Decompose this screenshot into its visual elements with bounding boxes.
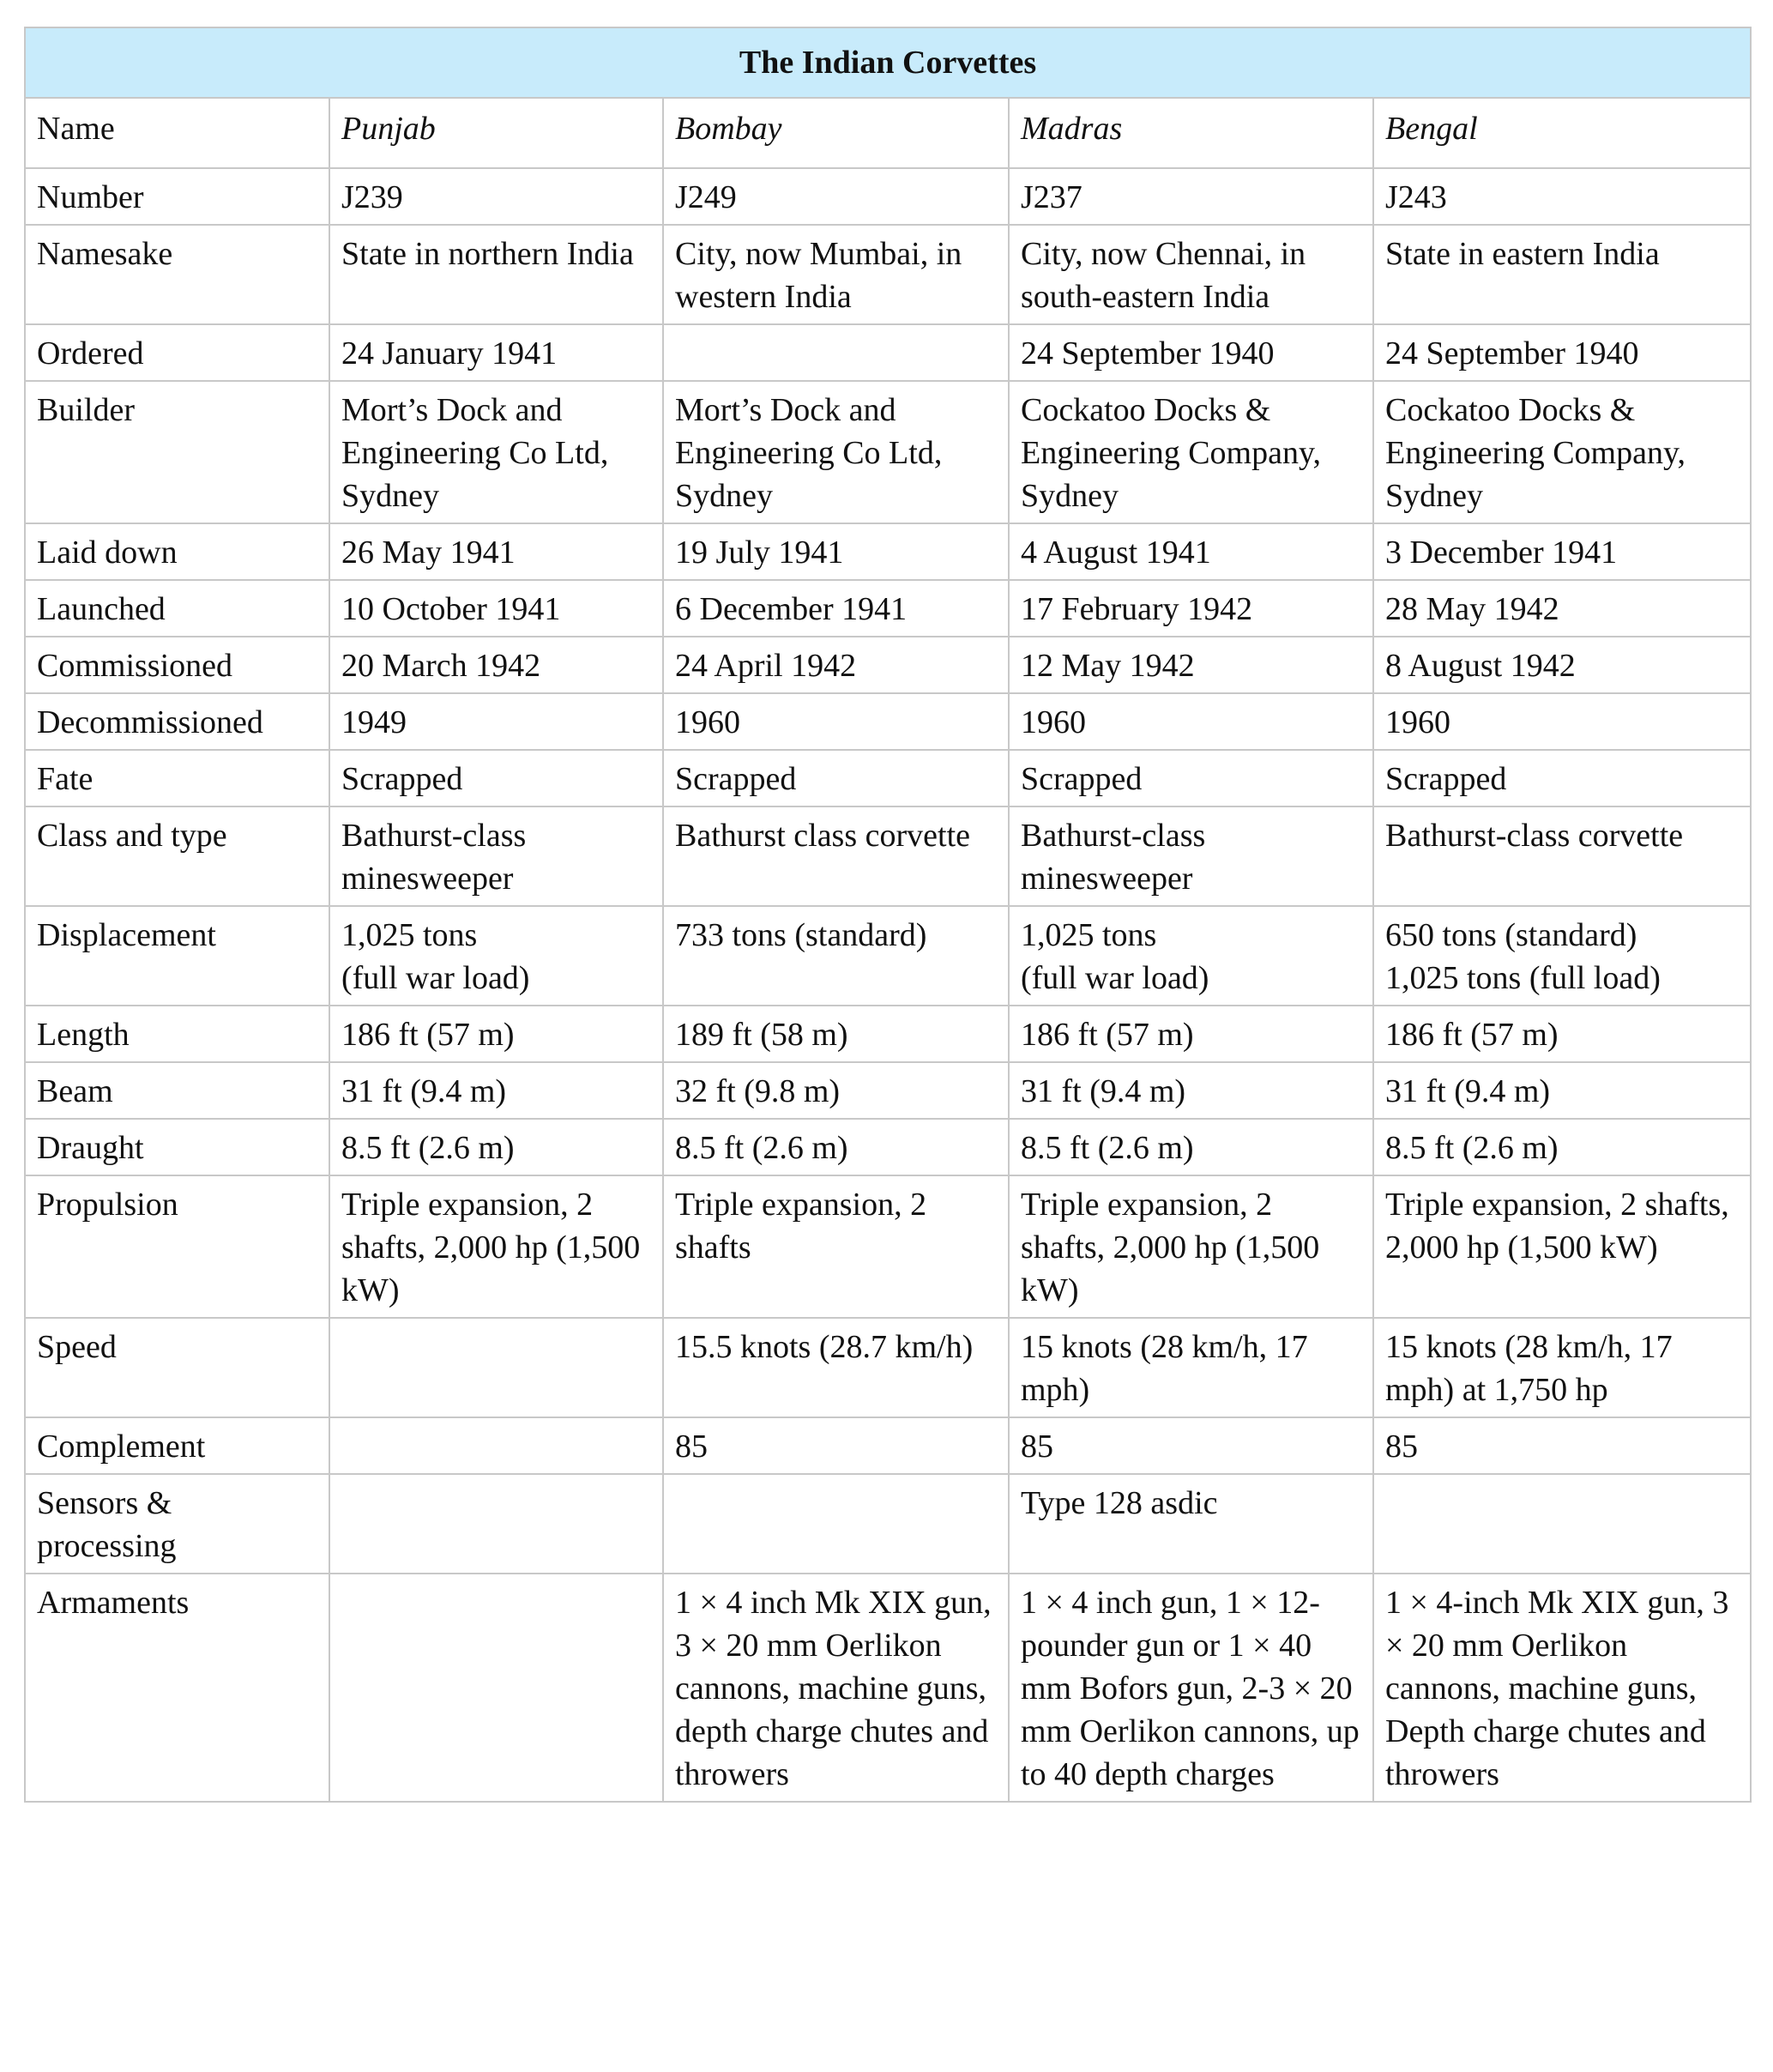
table-cell: 186 ft (57 m) <box>1009 1006 1373 1062</box>
table-cell: 31 ft (9.4 m) <box>1009 1062 1373 1119</box>
table-cell: 15.5 knots (28.7 km/h) <box>663 1318 1009 1417</box>
table-cell: 1 × 4 inch Mk XIX gun, 3 × 20 mm Oerlikon cannons, machine guns, depth charge chutes and throwers <box>663 1574 1009 1802</box>
table-cell: 24 April 1942 <box>663 637 1009 693</box>
table-row <box>25 1062 1751 1119</box>
table-cell: 186 ft (57 m) <box>1373 1006 1751 1062</box>
table-cell: 12 May 1942 <box>1009 637 1373 693</box>
row-label: Ordered <box>25 324 329 381</box>
table-row <box>25 523 1751 580</box>
table-cell: 4 August 1941 <box>1009 523 1373 580</box>
row-label: Complement <box>25 1417 329 1474</box>
table-row <box>25 1119 1751 1175</box>
table-title: The Indian Corvettes <box>25 27 1751 98</box>
table-cell: Scrapped <box>329 750 663 806</box>
row-label: Speed <box>25 1318 329 1417</box>
table-row <box>25 906 1751 1006</box>
table-cell: 1,025 tons (full war load) <box>1009 906 1373 1006</box>
table-row <box>25 225 1751 324</box>
table-cell: 19 July 1941 <box>663 523 1009 580</box>
table-cell: 31 ft (9.4 m) <box>329 1062 663 1119</box>
table-cell: Mort’s Dock and Engineering Co Ltd, Sydney <box>663 381 1009 523</box>
row-label: Name <box>25 98 329 168</box>
table-cell: 8.5 ft (2.6 m) <box>663 1119 1009 1175</box>
table-cell: State in eastern India <box>1373 225 1751 324</box>
table-cell <box>329 1574 663 1802</box>
table-cell <box>663 324 1009 381</box>
table-cell: 1 × 4 inch gun, 1 × 12-pounder gun or 1 × 40 mm Bofors gun, 2-3 × 20 mm Oerlikon cannons, up to 40 depth charges <box>1009 1574 1373 1802</box>
table-row <box>25 637 1751 693</box>
row-label: Displacement <box>25 906 329 1006</box>
table-cell: J243 <box>1373 168 1751 225</box>
table-cell: 85 <box>1009 1417 1373 1474</box>
table-cell: 189 ft (58 m) <box>663 1006 1009 1062</box>
table-cell: 85 <box>1373 1417 1751 1474</box>
table-row <box>25 750 1751 806</box>
table-cell: 8.5 ft (2.6 m) <box>1009 1119 1373 1175</box>
row-label: Laid down <box>25 523 329 580</box>
table-cell: Triple expansion, 2 shafts <box>663 1175 1009 1318</box>
table-cell: J239 <box>329 168 663 225</box>
table-cell: 31 ft (9.4 m) <box>1373 1062 1751 1119</box>
ship-name-punjab: Punjab <box>329 98 663 168</box>
table-cell: 24 September 1940 <box>1009 324 1373 381</box>
table-cell: Triple expansion, 2 shafts, 2,000 hp (1,500 kW) <box>329 1175 663 1318</box>
row-label: Builder <box>25 381 329 523</box>
table-cell: 10 October 1941 <box>329 580 663 637</box>
table-cell: 24 September 1940 <box>1373 324 1751 381</box>
table-cell: 1 × 4-inch Mk XIX gun, 3 × 20 mm Oerlikon cannons, machine guns, Depth charge chutes and throwers <box>1373 1574 1751 1802</box>
table-cell: 8 August 1942 <box>1373 637 1751 693</box>
table-row <box>25 1574 1751 1802</box>
table-cell: Bathurst-class minesweeper <box>329 806 663 906</box>
row-label: Draught <box>25 1119 329 1175</box>
row-label: Class and type <box>25 806 329 906</box>
table-row <box>25 806 1751 906</box>
table-row <box>25 168 1751 225</box>
table-row <box>25 1006 1751 1062</box>
table-cell <box>329 1318 663 1417</box>
table-header-row <box>25 98 1751 168</box>
row-label: Number <box>25 168 329 225</box>
table-row <box>25 580 1751 637</box>
corvettes-table <box>24 27 1752 1803</box>
table-cell: Scrapped <box>1009 750 1373 806</box>
row-label: Commissioned <box>25 637 329 693</box>
table-cell: 8.5 ft (2.6 m) <box>1373 1119 1751 1175</box>
table-cell: Scrapped <box>1373 750 1751 806</box>
table-cell: 3 December 1941 <box>1373 523 1751 580</box>
table-row <box>25 1175 1751 1318</box>
table-row <box>25 693 1751 750</box>
table-cell: 6 December 1941 <box>663 580 1009 637</box>
table-cell: 8.5 ft (2.6 m) <box>329 1119 663 1175</box>
table-row <box>25 1318 1751 1417</box>
row-label: Length <box>25 1006 329 1062</box>
row-label: Beam <box>25 1062 329 1119</box>
table-cell: Triple expansion, 2 shafts, 2,000 hp (1,500 kW) <box>1373 1175 1751 1318</box>
ship-name-madras: Madras <box>1009 98 1373 168</box>
table-cell: 1960 <box>1009 693 1373 750</box>
row-label: Armaments <box>25 1574 329 1802</box>
ship-name-bombay: Bombay <box>663 98 1009 168</box>
table-row <box>25 324 1751 381</box>
table-cell: J249 <box>663 168 1009 225</box>
table-cell: 650 tons (standard) 1,025 tons (full load) <box>1373 906 1751 1006</box>
table-cell: 20 March 1942 <box>329 637 663 693</box>
table-cell <box>663 1474 1009 1574</box>
table-cell: Triple expansion, 2 shafts, 2,000 hp (1,500 kW) <box>1009 1175 1373 1318</box>
table-cell: 733 tons (standard) <box>663 906 1009 1006</box>
table-cell: Mort’s Dock and Engineering Co Ltd, Sydney <box>329 381 663 523</box>
table-row <box>25 1417 1751 1474</box>
table-cell: 1949 <box>329 693 663 750</box>
table-cell: City, now Mumbai, in western India <box>663 225 1009 324</box>
table-row <box>25 381 1751 523</box>
table-cell: 24 January 1941 <box>329 324 663 381</box>
table-cell: 15 knots (28 km/h, 17 mph) at 1,750 hp <box>1373 1318 1751 1417</box>
table-row <box>25 1474 1751 1574</box>
table-cell: Cockatoo Docks & Engineering Company, Sydney <box>1373 381 1751 523</box>
table-cell: Type 128 asdic <box>1009 1474 1373 1574</box>
table-cell: 28 May 1942 <box>1373 580 1751 637</box>
row-label: Launched <box>25 580 329 637</box>
table-cell: Bathurst-class corvette <box>1373 806 1751 906</box>
row-label: Sensors & processing <box>25 1474 329 1574</box>
table-cell: 26 May 1941 <box>329 523 663 580</box>
table-cell: 1,025 tons (full war load) <box>329 906 663 1006</box>
table-cell: Scrapped <box>663 750 1009 806</box>
row-label: Decommissioned <box>25 693 329 750</box>
table-cell: 32 ft (9.8 m) <box>663 1062 1009 1119</box>
table-cell <box>1373 1474 1751 1574</box>
table-cell: Bathurst class corvette <box>663 806 1009 906</box>
table-title-row <box>25 27 1751 98</box>
row-label: Namesake <box>25 225 329 324</box>
table-cell: 17 February 1942 <box>1009 580 1373 637</box>
table-cell: 1960 <box>1373 693 1751 750</box>
row-label: Propulsion <box>25 1175 329 1318</box>
table-cell: J237 <box>1009 168 1373 225</box>
table-cell: City, now Chennai, in south-eastern India <box>1009 225 1373 324</box>
table-cell <box>329 1417 663 1474</box>
table-cell: 186 ft (57 m) <box>329 1006 663 1062</box>
table-cell: 1960 <box>663 693 1009 750</box>
table-cell: State in northern India <box>329 225 663 324</box>
row-label: Fate <box>25 750 329 806</box>
table-cell: Bathurst-class minesweeper <box>1009 806 1373 906</box>
table-cell: 15 knots (28 km/h, 17 mph) <box>1009 1318 1373 1417</box>
table-cell: 85 <box>663 1417 1009 1474</box>
ship-name-bengal: Bengal <box>1373 98 1751 168</box>
table-cell <box>329 1474 663 1574</box>
table-cell: Cockatoo Docks & Engineering Company, Sydney <box>1009 381 1373 523</box>
